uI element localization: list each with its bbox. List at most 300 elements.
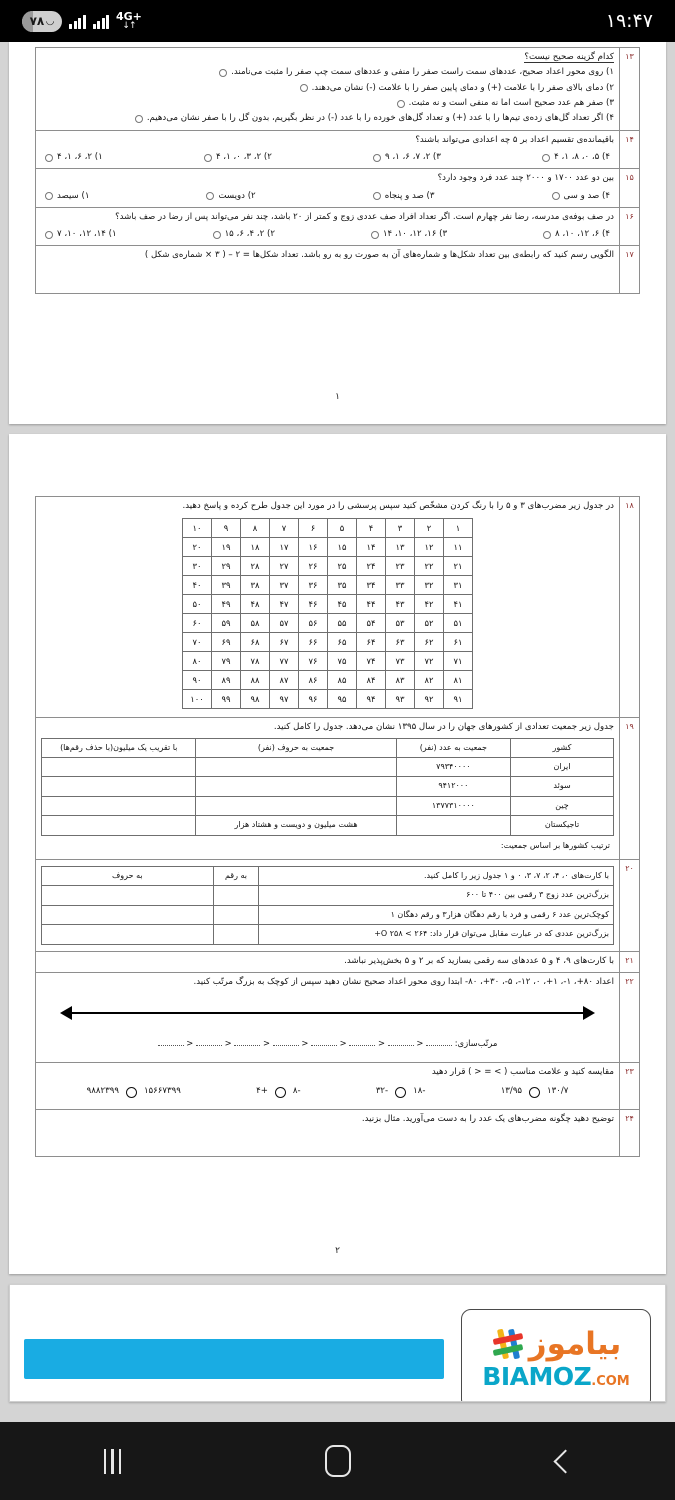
grid-cell[interactable]: ۱۱ [444,538,473,557]
question-number: ۱۳ [619,48,639,130]
ordering-blanks[interactable] [158,1038,452,1048]
grid-cell[interactable]: ۲۲ [415,557,444,576]
option-label: ۴) ۵، ۰، ۸، ۱، ۴ [554,151,610,162]
data-cell[interactable] [42,796,196,815]
ordering-blank[interactable] [158,1045,184,1046]
grid-cell[interactable]: ۲۴ [357,557,386,576]
grid-cell[interactable]: ۸ [241,519,270,538]
answer-cell[interactable] [42,905,214,924]
country-cell: چین [511,796,614,815]
question-number: ۱۵ [619,169,639,207]
option-item[interactable] [213,228,275,241]
option-bubble-icon[interactable] [206,192,214,200]
grid-cell[interactable]: ۴۷ [270,595,299,614]
grid-cell[interactable]: ۸۱ [444,671,473,690]
ordering-blank[interactable] [273,1045,299,1046]
data-arrows-icon: ↓↑ [122,21,136,31]
table-header-row [42,866,614,885]
grid-cell[interactable]: ۸۵ [328,671,357,690]
grid-cell[interactable]: ۶۸ [241,633,270,652]
question-text: مقایسه کنید و علامت مناسب ( > = < ) قرار دهید [431,1067,614,1078]
document-page-1[interactable] [9,42,666,424]
data-cell[interactable] [196,758,396,777]
question-number: ۲۲ [619,973,639,1062]
grid-cell[interactable]: ۸۲ [415,671,444,690]
grid-cell[interactable]: ۳۲ [415,576,444,595]
question-text: توضیح دهید چگونه مضرب‌های یک عدد را به دست می‌آورید. مثال بزنید. [361,1113,614,1124]
grid-cell[interactable]: ۸۴ [357,671,386,690]
grid-cell[interactable]: ۷ [270,519,299,538]
comparison-item[interactable] [256,1085,301,1098]
multiples-grid[interactable] [182,518,473,709]
grid-cell[interactable]: ۶۲ [415,633,444,652]
data-cell[interactable] [42,777,196,796]
grid-cell[interactable]: ۹۴ [357,690,386,709]
table-row [42,816,614,835]
biamoz-logo[interactable] [461,1309,651,1402]
option-bubble-icon[interactable] [542,154,550,162]
country-cell: سوئد [511,777,614,796]
question-number: ۲۳ [619,1063,639,1109]
answer-cell[interactable] [213,925,259,944]
grid-cell[interactable]: ۱۹ [212,538,241,557]
question-text: اعداد ۸۰+، ۱-، ۱+، ۰، ۱۲-، ۵-، ۳۰+، ۸۰- ابتدا روی محور اعداد صحیح نشان دهید سپس از کوچک به بزرگ مرتّب کنید. [193,976,614,987]
option-bubble-icon[interactable] [552,192,560,200]
ordering-blank[interactable] [234,1045,260,1046]
table-header-row [42,738,614,757]
grid-cell[interactable]: ۶ [299,519,328,538]
data-cell[interactable] [396,816,510,835]
grid-cell[interactable]: ۸۶ [299,671,328,690]
option-label: ۲) ۲، ۴، ۶، ۱۵ [224,229,275,240]
question-body [36,952,619,972]
answer-space[interactable] [41,263,614,289]
grid-cell[interactable]: ۳۵ [328,576,357,595]
grid-cell[interactable]: ۲۶ [299,557,328,576]
question-row-14 [36,131,639,170]
grid-cell[interactable]: ۲۱ [444,557,473,576]
question-text: الگویی رسم کنید که رابطه‌ی بین تعداد شکل‌ها و شماره‌های آن به صورت رو به رو باشد. تعداد شکل‌ها = ۲ – ( ۳ × شماره‌ی شکل ) [144,250,614,261]
ordering-answer-line[interactable] [41,1031,614,1058]
question-body [36,1110,619,1156]
question-row-18 [36,497,639,718]
grid-cell[interactable]: ۴۵ [328,595,357,614]
question-body [36,169,619,207]
table-row [42,758,614,777]
grid-cell[interactable]: ۷۵ [328,652,357,671]
grid-cell[interactable]: ۹۳ [386,690,415,709]
option-label: ۲) دویست [218,190,256,201]
population-table[interactable] [41,738,614,836]
question-body [36,48,619,130]
grid-cell[interactable]: ۴۹ [212,595,241,614]
question-text: در جدول زیر مضرب‌های ۳ و ۵ را با رنگ کردن مشخّص کنید سپس پرسشی را در مورد این جدول طرح کرده و پاسخ دهید. [182,501,614,511]
data-cell[interactable] [196,796,396,815]
option-item[interactable] [371,228,447,241]
ordering-blank[interactable] [426,1045,452,1046]
status-bar-left [22,11,142,32]
back-chevron-icon [553,1449,577,1473]
grid-cell[interactable]: ۶۳ [386,633,415,652]
grid-cell[interactable]: ۴۶ [299,595,328,614]
question-body [36,860,619,951]
grid-cell[interactable]: ۷۳ [386,652,415,671]
option-label: ۳) ۱۶، ۱۲، ۱۰، ۱۴ [382,229,448,240]
comparison-item[interactable] [376,1085,426,1098]
options-list [41,151,614,164]
grid-cell[interactable]: ۶۱ [444,633,473,652]
option-item[interactable] [41,66,614,79]
grid-cell[interactable]: ۱۴ [357,538,386,557]
ordering-blank[interactable] [311,1045,337,1046]
grid-cell[interactable]: ۴۲ [415,595,444,614]
network-type-icon [116,11,142,31]
data-cell: ۷۹۳۴۰۰۰۰ [396,758,510,777]
comparison-item[interactable] [87,1085,181,1098]
back-button[interactable] [528,1435,598,1487]
ordering-blank[interactable] [388,1045,414,1046]
option-item[interactable] [543,228,610,241]
answer-cell[interactable] [42,925,214,944]
question-text: باقیمانده‌ی تقسیم اعداد بر ۵ چه اعدادی می‌تواند باشند؟ [415,134,614,145]
ordering-operator: < [298,1038,311,1049]
column-header: جمعیت به عدد (نفر) [396,738,510,757]
grid-cell[interactable]: ۵۴ [357,614,386,633]
android-navigation-bar [0,1422,675,1500]
comparison-right-value: ۱۳/۹۵ [500,1086,523,1097]
grid-row [183,595,473,614]
grid-cell[interactable]: ۹ [212,519,241,538]
answer-cell[interactable] [213,886,259,905]
answer-cell[interactable] [213,905,259,924]
option-bubble-icon[interactable] [213,231,221,239]
grid-cell[interactable]: ۵۵ [328,614,357,633]
grid-cell[interactable]: ۸۰ [183,652,212,671]
grid-cell[interactable]: ۵۹ [212,614,241,633]
comparison-operator-circle-icon[interactable] [126,1087,137,1098]
grid-cell[interactable]: ۲۵ [328,557,357,576]
option-bubble-icon[interactable] [373,192,381,200]
option-label: ۲) دمای بالای صفر را با علامت (+) و دمای پایین صفر را با علامت (-) نشان می‌دهند. [311,82,614,93]
worksheet-page-1 [35,47,640,294]
status-bar [0,0,675,42]
grid-cell[interactable]: ۱۶ [299,538,328,557]
grid-cell[interactable]: ۱ [444,519,473,538]
grid-cell[interactable]: ۷۶ [299,652,328,671]
country-cell: ایران [511,758,614,777]
question-body [36,208,619,246]
ordering-operator: < [337,1038,350,1049]
ordering-operator: < [260,1038,273,1049]
column-header: جمعیت به حروف (نفر) [196,738,396,757]
option-bubble-icon[interactable] [300,84,308,92]
grid-cell[interactable]: ۲۰ [183,538,212,557]
column-header: با کارت‌های ۰، ۴، ۲، ۷، ۳، ۰ و ۱ جدول زیر را کامل کنید. [259,866,614,885]
grid-cell[interactable]: ۵۶ [299,614,328,633]
data-cell[interactable] [196,777,396,796]
grid-cell[interactable]: ۳۱ [444,576,473,595]
grid-cell[interactable]: ۹۷ [270,690,299,709]
grid-cell[interactable]: ۹۰ [183,671,212,690]
question-text: با کارت‌های ۹، ۴ و ۵ عددهای سه رقمی بسازید که بر ۲ و ۵ بخش‌پذیر نباشد. [344,955,614,966]
grid-cell[interactable]: ۷۴ [357,652,386,671]
grid-cell[interactable]: ۴ [357,519,386,538]
question-row-20 [36,860,639,952]
question-prompt: کدام گزینه صحیح نیست؟ [524,52,614,62]
grid-cell[interactable]: ۵۱ [444,614,473,633]
question-row-16 [36,208,639,247]
question-row-19 [36,718,639,860]
option-item[interactable] [41,97,614,110]
signal-bars-sim2-icon [93,14,110,29]
option-bubble-icon[interactable] [373,154,381,162]
data-cell: ۹۴۱۲۰۰۰ [396,777,510,796]
grid-cell[interactable]: ۸۳ [386,671,415,690]
document-viewer[interactable] [0,42,675,1422]
comparison-item[interactable] [501,1085,569,1098]
option-item[interactable] [373,190,435,203]
grid-cell[interactable]: ۷۱ [444,652,473,671]
grid-cell[interactable]: ۵۳ [386,614,415,633]
logo-english-label: BIAMOZ [482,1362,592,1391]
option-bubble-icon[interactable] [204,154,212,162]
question-text: بین دو عدد ۱۷۰۰ و ۲۰۰۰ چند عدد فرد وجود دارد؟ [437,173,614,184]
question-row-24 [36,1110,639,1156]
grid-cell[interactable]: ۶۰ [183,614,212,633]
comparison-operator-circle-icon[interactable] [529,1087,540,1098]
option-label: ۱) ۲، ۶، ۱، ۴ [57,151,103,162]
grid-cell[interactable]: ۵۲ [415,614,444,633]
question-body [36,497,619,717]
option-label: ۱) ۱۴، ۱۲، ۱۰، ۷ [57,229,117,240]
network-type-label: 4G+ [116,10,142,23]
grid-cell[interactable]: ۴۳ [386,595,415,614]
document-page-2[interactable] [9,434,666,1274]
option-bubble-icon[interactable] [45,154,53,162]
grid-row [183,519,473,538]
page-number-label: ۲ [335,1246,340,1256]
logo-persian-label: بیاموز [528,1325,622,1362]
grid-cell[interactable]: ۲۳ [386,557,415,576]
grid-cell[interactable]: ۳۸ [241,576,270,595]
question-body [36,718,619,859]
option-item[interactable] [552,190,611,203]
option-label: ۱) روی محور اعداد صحیح، عددهای سمت راست صفر را منفی و عددهای سمت چپ صفر را مثبت می‌نامند. [231,67,614,78]
option-label: ۴) اگر تعداد گل‌های زده‌ی تیم‌ها را با عدد (+) و تعداد گل‌های خورده را با عدد (-) در نظر بگیریم، بدون گل را با صفر نشان می‌دهیم. [146,113,614,124]
grid-row [183,576,473,595]
question-number: ۱۷ [619,246,639,292]
comparison-right-value: ۹۸۸۲۳۹۹ [86,1086,119,1097]
grid-cell[interactable]: ۳۴ [357,576,386,595]
ad-progress-bar[interactable] [24,1339,444,1379]
comparison-left-value: ۱۵۶۶۷۳۹۹ [143,1086,181,1097]
grid-cell[interactable]: ۶۵ [328,633,357,652]
option-item[interactable] [41,112,614,125]
ordering-operator: < [413,1038,427,1049]
data-cell: هشت میلیون و دویست و هشتاد هزار [196,816,396,835]
options-list [41,66,614,125]
grid-cell[interactable]: ۴۴ [357,595,386,614]
comparison-left-value: ۱۳۰/۷ [547,1086,569,1097]
option-item[interactable] [45,151,103,164]
grid-cell[interactable]: ۵ [328,519,357,538]
ordering-note: ترتیب کشورها بر اساس جمعیت: [500,840,610,850]
options-list [41,190,614,203]
ad-banner[interactable] [9,1284,666,1402]
grid-cell[interactable]: ۳۳ [386,576,415,595]
grid-cell[interactable]: ۷۰ [183,633,212,652]
grid-cell[interactable]: ۹۹ [212,690,241,709]
grid-cell[interactable]: ۴۰ [183,576,212,595]
table-row [42,905,614,924]
grid-cell[interactable]: ۶۴ [357,633,386,652]
comparison-operator-circle-icon[interactable] [275,1087,286,1098]
option-bubble-icon[interactable] [135,115,143,123]
option-label: ۱) سیصد [57,190,90,201]
option-label: ۲) ۲، ۳، ۰، ۱، ۴ [215,151,272,162]
logo-tld-label: .COM [591,1374,630,1389]
grid-cell[interactable]: ۳۶ [299,576,328,595]
grid-cell[interactable]: ۴۱ [444,595,473,614]
option-bubble-icon[interactable] [371,231,379,239]
grid-cell[interactable]: ۶۹ [212,633,241,652]
grid-cell[interactable]: ۷۸ [241,652,270,671]
option-label: ۴) ۶، ۱۲، ۱۰، ۸ [555,229,610,240]
worksheet-page-2 [35,496,640,1157]
grid-cell[interactable]: ۷۹ [212,652,241,671]
grid-cell[interactable]: ۵۰ [183,595,212,614]
multiples-grid-wrapper [41,513,614,713]
home-button[interactable] [303,1435,373,1487]
column-header: با تقریب یک میلیون(با حذف رقم‌ها) [42,738,196,757]
grid-cell[interactable]: ۹۸ [241,690,270,709]
recents-icon [104,1449,121,1474]
comparison-operator-circle-icon[interactable] [395,1087,406,1098]
arrow-left-icon [60,1006,72,1020]
grid-cell[interactable]: ۶۷ [270,633,299,652]
question-row-17 [36,246,639,292]
grid-cell[interactable]: ۹۵ [328,690,357,709]
comparison-list[interactable] [41,1079,614,1104]
question-number: ۱۴ [619,131,639,169]
comparison-right-value: -۳۲ [375,1086,389,1097]
option-bubble-icon[interactable] [543,231,551,239]
grid-cell[interactable]: ۳ [386,519,415,538]
option-label: ۳) ۲، ۷، ۶، ۱، ۹ [385,151,441,162]
grid-row [183,614,473,633]
option-label: ۳) صد و پنجاه [384,190,435,201]
grid-cell[interactable]: ۱۵ [328,538,357,557]
row-label: بزرگ‌ترین عددی که در عبارت مقابل می‌توان قرار داد: ۲۶۴ > O ۲۵۸+ [259,925,614,944]
recents-button[interactable] [78,1435,148,1487]
grid-cell[interactable]: ۹۱ [444,690,473,709]
grid-cell[interactable]: ۱۰۰ [183,690,212,709]
table-row [42,925,614,944]
grid-cell[interactable]: ۲۷ [270,557,299,576]
grid-row [183,557,473,576]
option-item[interactable] [45,190,89,203]
grid-cell[interactable]: ۳۰ [183,557,212,576]
number-line-axis [71,1012,584,1014]
option-bubble-icon[interactable] [45,231,53,239]
answer-cell[interactable] [42,886,214,905]
option-bubble-icon[interactable] [397,100,405,108]
cards-table[interactable] [41,866,614,945]
ordering-blank[interactable] [349,1045,375,1046]
grid-cell[interactable]: ۱۸ [241,538,270,557]
ordering-blank[interactable] [196,1045,222,1046]
option-item[interactable] [542,151,610,164]
grid-cell[interactable]: ۸۷ [270,671,299,690]
option-bubble-icon[interactable] [45,192,53,200]
battery-icon: ۷۸ ◡ [22,11,62,32]
grid-cell[interactable]: ۳۹ [212,576,241,595]
grid-cell[interactable]: ۹۲ [415,690,444,709]
grid-cell[interactable]: ۱۲ [415,538,444,557]
question-number: ۲۰ [619,860,639,951]
grid-cell[interactable]: ۲ [415,519,444,538]
option-item[interactable] [206,190,255,203]
grid-cell[interactable]: ۶۶ [299,633,328,652]
ordering-operator: < [183,1038,196,1049]
row-label: بزرگ‌ترین عدد زوج ۳ رقمی بین ۴۰۰ تا ۶۰۰ [259,886,614,905]
grid-cell[interactable]: ۱۰ [183,519,212,538]
grid-cell[interactable]: ۸۹ [212,671,241,690]
answer-space[interactable] [41,1126,614,1152]
grid-cell[interactable]: ۵۷ [270,614,299,633]
grid-cell[interactable]: ۲۸ [241,557,270,576]
question-body [36,1063,619,1109]
data-cell[interactable] [42,816,196,835]
grid-row [183,633,473,652]
grid-cell[interactable]: ۹۶ [299,690,328,709]
question-body [36,246,619,292]
grid-row [183,690,473,709]
comparison-left-value: -۱۸ [413,1086,426,1097]
grid-cell[interactable]: ۷۲ [415,652,444,671]
grid-cell[interactable]: ۱۳ [386,538,415,557]
option-bubble-icon[interactable] [219,69,227,77]
comparison-right-value: +۴ [256,1086,268,1097]
data-cell: ۱۳۷۷۳۱۰۰۰۰ [396,796,510,815]
signal-bars-sim1-icon [69,14,86,29]
option-item[interactable] [373,151,441,164]
grid-cell[interactable]: ۳۷ [270,576,299,595]
data-cell[interactable] [42,758,196,777]
grid-cell[interactable]: ۷۷ [270,652,299,671]
grid-cell[interactable]: ۴۸ [241,595,270,614]
table-row [42,886,614,905]
grid-row [183,652,473,671]
question-number: ۱۸ [619,497,639,717]
option-item[interactable] [41,82,614,95]
option-label: ۴) صد و سی [563,190,610,201]
grid-cell[interactable]: ۸۸ [241,671,270,690]
hashtag-icon [491,1327,525,1361]
options-list [41,228,614,241]
question-row-23 [36,1063,639,1110]
grid-cell[interactable]: ۱۷ [270,538,299,557]
grid-cell[interactable]: ۵۸ [241,614,270,633]
grid-row [183,671,473,690]
table-row [42,777,614,796]
option-item[interactable] [45,228,117,241]
arrow-right-icon [583,1006,595,1020]
grid-cell[interactable]: ۲۹ [212,557,241,576]
option-item[interactable] [204,151,272,164]
question-row-21 [36,952,639,973]
page-number-label: ۱ [335,392,340,402]
